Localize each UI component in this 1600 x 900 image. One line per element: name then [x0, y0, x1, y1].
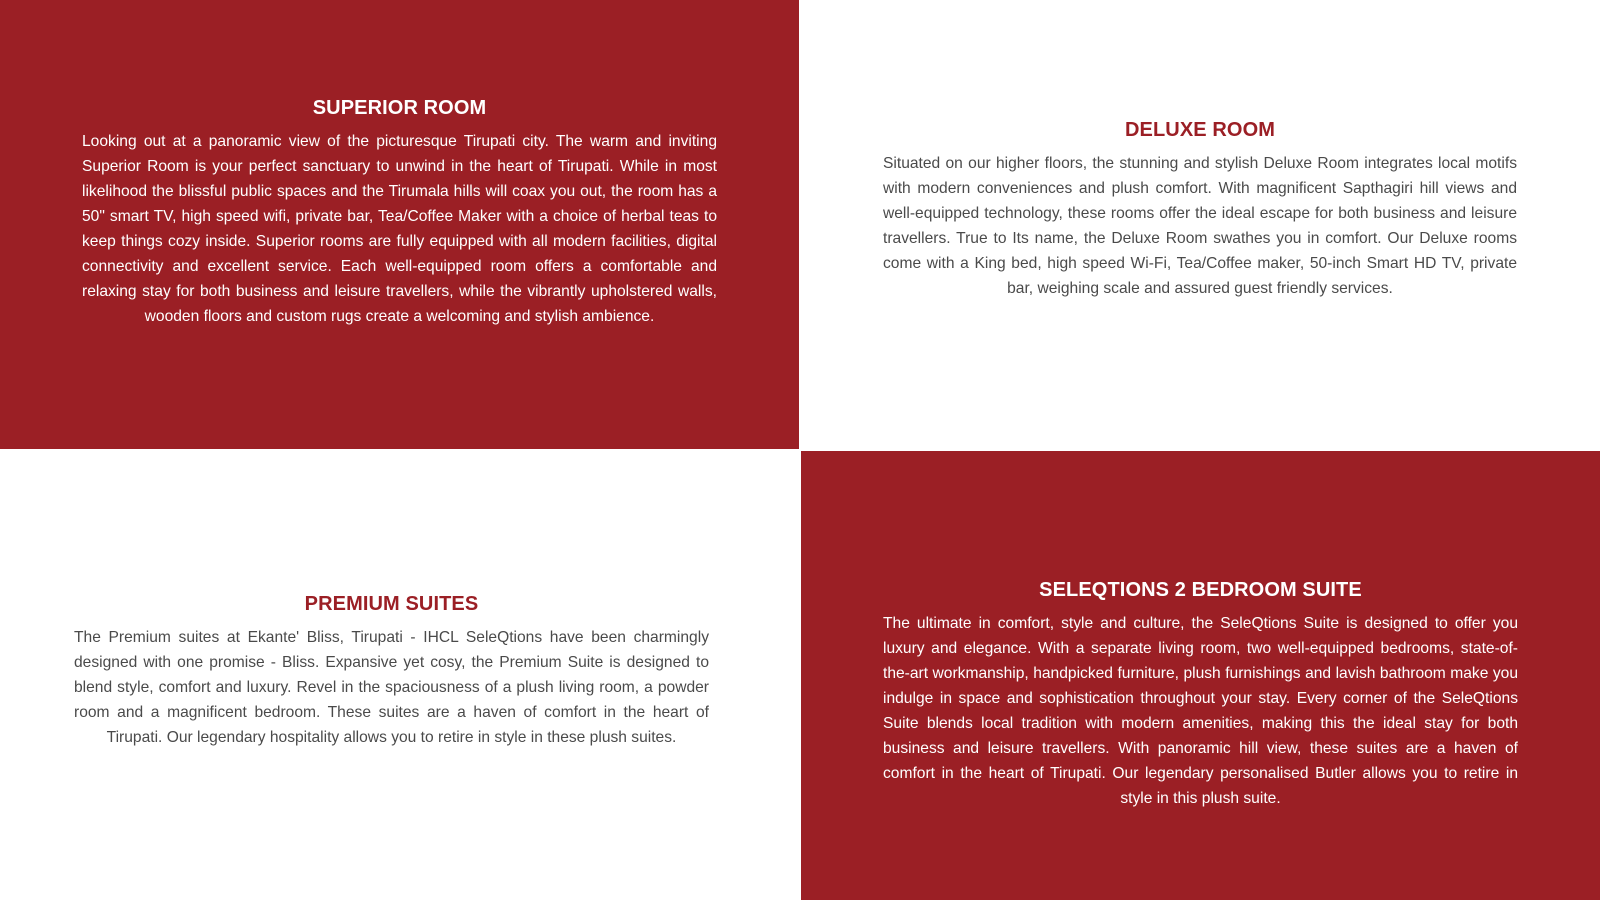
seleqtions-suite-description: The ultimate in comfort, style and culture, the SeleQtions Suite is designed to offer you luxury and elegance. With a separate living room, two well-equipped bedrooms, state-of-the-art workmanship, handpicked furniture, plush furnishings and lavish bathroom make you indulge in space and sophistication throughout your stay. Every corner of the SeleQtions Suite blends local tradition with modern amenities, making this the ideal stay for both business and leisure travellers. With panoramic hill view, these suites are a haven of comfort in the heart of Tirupati. Our legendary personalised Butler allows you to retire in style in this plush suite. — [883, 615, 1518, 807]
superior-room-description: Looking out at a panoramic view of the picturesque Tirupati city. The warm and inviting Superior Room is your perfect sanctuary to unwind in the heart of Tirupati. While in most likelihood the blissful public spaces and the Tirumala hills will coax you out, the room has a 50" smart TV, high speed wifi, private bar, Tea/Coffee Maker with a choice of herbal teas to keep things cozy inside. Superior rooms are fully equipped with all modern facilities, digital connectivity and excellent service. Each well-equipped room offers a comfortable and relaxing stay for both business and leisure travellers, while the vibrantly upholstered walls, wooden floors and custom rugs create a welcoming and stylish ambience. — [82, 133, 717, 325]
premium-suites-content — [74, 592, 709, 750]
seleqtions-suite-panel — [801, 451, 1600, 900]
deluxe-room-description: Situated on our higher floors, the stunning and stylish Deluxe Room integrates local motifs with modern conveniences and plush comfort. With magnificent Sapthagiri hill views and well-equipped technology, these rooms offer the ideal escape for both business and leisure travellers. True to Its name, the Deluxe Room swathes you in comfort. Our Deluxe rooms come with a King bed, high speed Wi-Fi, Tea/Coffee maker, 50-inch Smart HD TV, private bar, weighing scale and assured guest friendly services. — [883, 155, 1517, 297]
seleqtions-suite-content — [883, 578, 1518, 811]
superior-room-content — [82, 96, 717, 329]
seleqtions-suite-title: SELEQTIONS 2 BEDROOM SUITE — [1039, 579, 1362, 601]
premium-suites-title: PREMIUM SUITES — [304, 593, 479, 615]
superior-room-title: SUPERIOR ROOM — [312, 97, 487, 119]
premium-suites-panel — [0, 449, 801, 900]
superior-room-panel — [0, 0, 799, 449]
deluxe-room-title: DELUXE ROOM — [1125, 119, 1275, 141]
deluxe-room-content — [883, 118, 1517, 301]
deluxe-room-panel — [799, 0, 1600, 451]
premium-suites-description: The Premium suites at Ekante' Bliss, Tirupati - IHCL SeleQtions have been charmingly designed with one promise - Bliss. Expansive yet cosy, the Premium Suite is designed to blend style, comfort and luxury. Revel in the spaciousness of a plush living room, a powder room and a magnificent bedroom. These suites are a haven of comfort in the heart of Tirupati. Our legendary hospitality allows you to retire in style in these plush suites. — [74, 629, 709, 746]
